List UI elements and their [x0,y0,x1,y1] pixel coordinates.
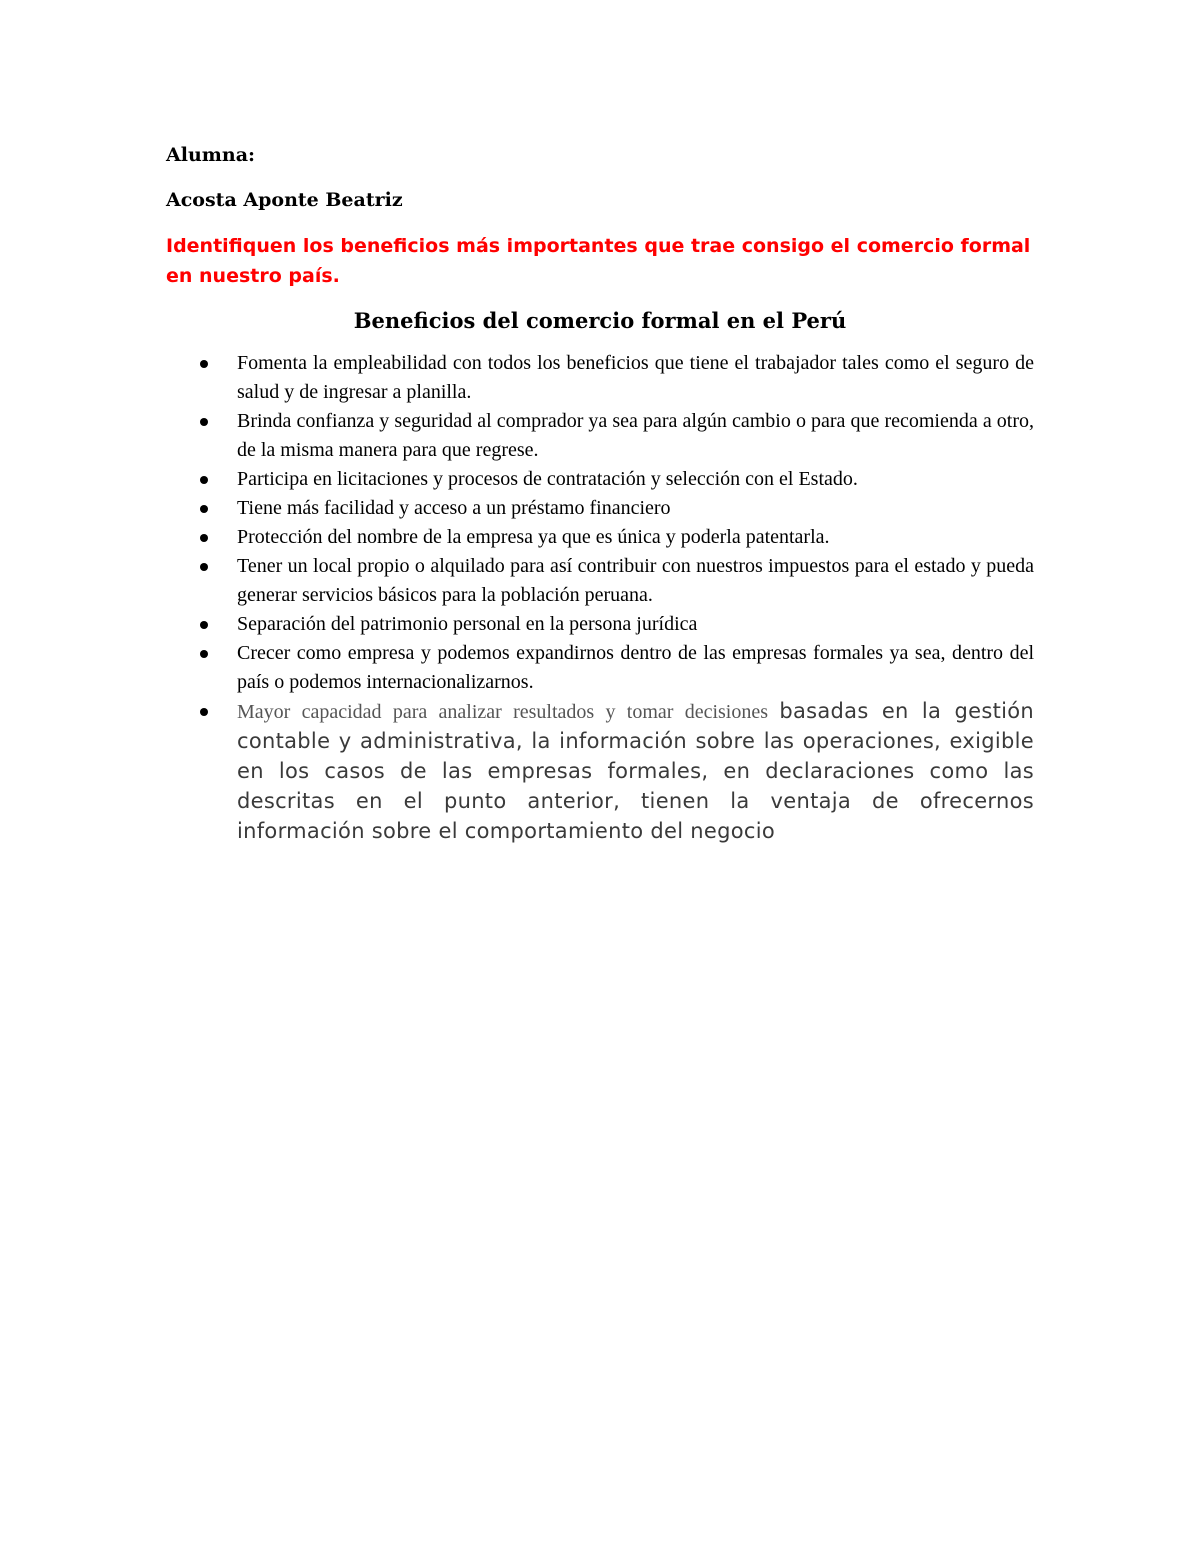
bullet-icon [200,708,208,716]
bullet-icon [200,476,208,484]
benefit-text: Participa en licitaciones y procesos de contratación y selección con el Estado. [237,468,858,490]
benefit-text: Tener un local propio o alquilado para así contribuir con nuestros impuestos para el estado y pueda generar servicios básicos para la población peruana. [237,555,1034,606]
benefit-item [166,697,1034,847]
student-label: Alumna: [166,144,256,166]
bullet-icon [200,621,208,629]
benefit-item [166,610,1034,639]
bullet-icon [200,650,208,658]
benefit-item [166,349,1034,407]
benefit-text: Tiene más facilidad y acceso a un préstamo financiero [237,497,671,519]
benefit-item [166,639,1034,697]
document-content [166,142,1034,847]
benefits-list [166,349,1034,847]
benefit-item [166,407,1034,465]
benefit-text: Separación del patrimonio personal en la persona jurídica [237,613,698,635]
benefit-text-intro: Mayor capacidad para analizar resultados y tomar decisiones [237,701,780,723]
bullet-icon [200,534,208,542]
bullet-icon [200,505,208,513]
benefit-text: Brinda confianza y seguridad al comprador ya sea para algún cambio o para que recomienda a otro, de la misma manera para que regrese. [237,410,1034,461]
assignment-prompt: Identifiquen los beneficios más importantes que trae consigo el comercio formal en nuestro país. [166,235,1031,287]
bullet-icon [200,360,208,368]
benefit-text-continuation: basadas en la gestión contable y administrativa, la información sobre las operaciones, exigible en los casos de las empresas formales, en declaraciones como las descritas en el punto anterior, tienen la ventaja de ofrecernos información sobre el comportamiento del negocio [237,699,1034,843]
benefit-text: Protección del nombre de la empresa ya que es única y poderla patentarla. [237,526,830,548]
bullet-icon [200,563,208,571]
document-title: Beneficios del comercio formal en el Perú [353,308,847,333]
benefit-item [166,465,1034,494]
benefit-item [166,523,1034,552]
benefit-item [166,494,1034,523]
student-name: Acosta Aponte Beatriz [166,189,403,211]
benefit-text: Crecer como empresa y podemos expandirnos dentro de las empresas formales ya sea, dentro del país o podemos internacionalizarnos. [237,642,1034,693]
benefit-item [166,552,1034,610]
bullet-icon [200,418,208,426]
benefit-text: Fomenta la empleabilidad con todos los beneficios que tiene el trabajador tales como el seguro de salud y de ingresar a planilla. [237,352,1034,403]
